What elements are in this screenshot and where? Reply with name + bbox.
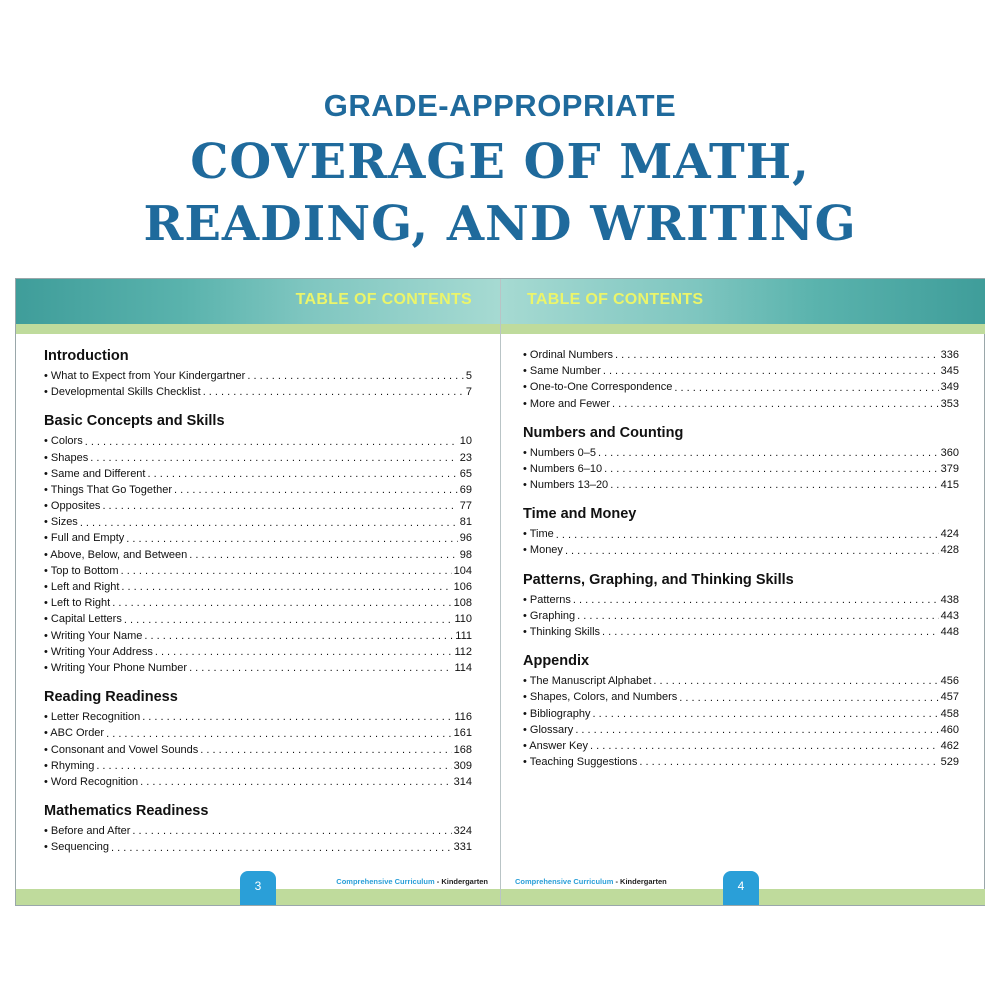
toc-entry-page: 7 [465, 386, 472, 399]
toc-entry-page: 462 [940, 739, 959, 752]
toc-entry [523, 396, 959, 412]
toc-entry-page: 360 [940, 446, 959, 459]
toc-entry-page: 456 [940, 675, 959, 688]
toc-entry [44, 823, 472, 839]
toc-entry [44, 433, 472, 449]
toc-dot-leader [615, 347, 939, 363]
toc-dot-leader [132, 823, 451, 839]
toc-entry-page: 428 [940, 544, 959, 557]
toc-dot-leader [142, 709, 452, 725]
left-page [16, 279, 501, 905]
toc-dot-leader [679, 690, 938, 706]
footer-grade: Kindergarten [441, 877, 488, 886]
right-page-number: 4 [723, 871, 759, 905]
toc-dot-leader [577, 608, 938, 624]
toc-entry [523, 754, 959, 770]
toc-entry-label: • Writing Your Address [44, 645, 153, 658]
toc-dot-leader [147, 466, 457, 482]
toc-entry-page: 5 [465, 369, 472, 382]
toc-entry-page: 415 [940, 479, 959, 492]
toc-entry-page: 336 [940, 348, 959, 361]
toc-section-title: Mathematics Readiness [44, 803, 209, 820]
toc-section [44, 347, 472, 400]
toc-entry-page: 324 [453, 825, 472, 838]
toc-entry-label: • Numbers 13–20 [523, 479, 609, 492]
toc-entry-page: 23 [459, 451, 472, 464]
toc-entry [523, 543, 959, 559]
toc-entry [44, 725, 472, 741]
toc-entry [44, 482, 472, 498]
toc-entry-label: • Rhyming [44, 759, 95, 772]
toc-entry-label: • Same and Different [44, 467, 146, 480]
toc-dot-leader [121, 579, 451, 595]
toc-entry-page: 379 [940, 462, 959, 475]
toc-entry-label: • More and Fewer [523, 397, 610, 410]
toc-dot-leader [590, 738, 939, 754]
toc-dot-leader [111, 840, 452, 856]
toc-entry [44, 466, 472, 482]
toc-dot-leader [573, 592, 939, 608]
toc-section [523, 347, 959, 412]
toc-entry-label: • Opposites [44, 500, 101, 513]
toc-section-title: Patterns, Graphing, and Thinking Skills [523, 571, 794, 588]
toc-dot-leader [124, 612, 453, 628]
toc-entry-page: 106 [453, 581, 472, 594]
toc-entry [523, 722, 959, 738]
toc-entry [523, 738, 959, 754]
toc-entry-label: • Glossary [523, 723, 574, 736]
toc-section-title: Reading Readiness [44, 689, 178, 706]
toc-section [44, 802, 472, 855]
toc-entry-page: 353 [940, 397, 959, 410]
toc-entry-page: 460 [940, 723, 959, 736]
toc-entry-page: 424 [940, 528, 959, 541]
toc-entry [44, 450, 472, 466]
footer-sep: - [434, 877, 442, 886]
toc-dot-leader [565, 543, 939, 559]
toc-entry [44, 531, 472, 547]
toc-entry [44, 839, 472, 855]
toc-dot-leader [203, 384, 464, 400]
toc-entry-label: • Numbers 0–5 [523, 446, 596, 459]
toc-dot-leader [144, 628, 453, 644]
toc-entry-page: 458 [940, 707, 959, 720]
toc-entry-label: • Teaching Suggestions [523, 756, 638, 769]
toc-entry-label: • Patterns [523, 593, 571, 606]
toc-dot-leader [612, 396, 939, 412]
toc-entry-page: 443 [940, 609, 959, 622]
toc-entry-label: • ABC Order [44, 727, 105, 740]
right-toc [523, 347, 959, 782]
toc-entry-label: • Writing Your Name [44, 629, 143, 642]
toc-entry-page: 112 [454, 645, 472, 658]
footer-series: Comprehensive Curriculum [515, 877, 614, 886]
toc-entry-label: • Before and After [44, 825, 131, 838]
left-banner-title: TABLE OF CONTENTS [295, 291, 472, 308]
toc-dot-leader [85, 434, 458, 450]
toc-dot-leader [189, 660, 452, 676]
toc-entry-page: 77 [459, 500, 472, 513]
toc-dot-leader [556, 527, 939, 543]
toc-dot-leader [112, 595, 451, 611]
toc-dot-leader [140, 774, 452, 790]
toc-entry [44, 742, 472, 758]
toc-entry-label: • Numbers 6–10 [523, 462, 603, 475]
toc-entry-label: • Shapes [44, 451, 89, 464]
book-spread [15, 278, 985, 906]
toc-entry-label: • Colors [44, 435, 83, 448]
toc-entry [523, 608, 959, 624]
toc-entry-page: 110 [454, 613, 472, 626]
left-footer-text [336, 877, 488, 886]
toc-dot-leader [575, 722, 938, 738]
toc-entry-label: • Developmental Skills Checklist [44, 386, 201, 399]
toc-section-title: Introduction [44, 348, 129, 364]
right-page [501, 279, 985, 905]
toc-entry [523, 461, 959, 477]
toc-entry-page: 116 [454, 711, 472, 724]
right-footer-text [515, 877, 667, 886]
headline-kicker: GRADE-APPROPRIATE [323, 88, 677, 123]
toc-entry [44, 579, 472, 595]
toc-entry-label: • Word Recognition [44, 775, 139, 788]
toc-entry-label: • Graphing [523, 609, 576, 622]
toc-entry [523, 363, 959, 379]
footer-grade: Kindergarten [620, 877, 667, 886]
toc-entry-page: 81 [459, 516, 472, 529]
toc-entry [44, 498, 472, 514]
toc-entry [44, 563, 472, 579]
toc-entry-label: • One-to-One Correspondence [523, 381, 673, 394]
toc-entry [44, 547, 472, 563]
toc-entry-page: 114 [454, 661, 472, 674]
toc-entry-page: 529 [940, 756, 959, 769]
toc-entry-page: 448 [940, 626, 959, 639]
toc-entry-label: • Capital Letters [44, 613, 122, 626]
toc-dot-leader [189, 547, 457, 563]
toc-dot-leader [121, 563, 452, 579]
left-banner-stripe [16, 324, 500, 334]
toc-entry-page: 111 [455, 629, 472, 642]
toc-entry-label: • Left to Right [44, 597, 111, 610]
toc-dot-leader [200, 742, 451, 758]
toc-entry-page: 331 [453, 841, 472, 854]
left-page-number: 3 [240, 871, 276, 905]
toc-dot-leader [592, 706, 938, 722]
toc-dot-leader [610, 477, 938, 493]
footer-series: Comprehensive Curriculum [336, 877, 435, 886]
toc-dot-leader [106, 726, 452, 742]
toc-dot-leader [90, 450, 458, 466]
toc-entry [523, 379, 959, 395]
toc-section [523, 571, 959, 641]
toc-entry [523, 673, 959, 689]
toc-dot-leader [674, 380, 938, 396]
toc-entry-page: 10 [459, 435, 472, 448]
toc-entry-label: • Sequencing [44, 841, 110, 854]
toc-entry-page: 161 [453, 727, 472, 740]
toc-entry-label: • Shapes, Colors, and Numbers [523, 691, 678, 704]
toc-dot-leader [639, 754, 938, 770]
toc-dot-leader [247, 368, 464, 384]
toc-entry [523, 706, 959, 722]
toc-entry [44, 628, 472, 644]
toc-entry [44, 758, 472, 774]
toc-entry [523, 526, 959, 542]
toc-entry-label: • Full and Empty [44, 532, 125, 545]
headline-line-2: READING, AND WRITING [143, 196, 857, 252]
toc-entry-page: 309 [453, 759, 472, 772]
toc-entry [523, 477, 959, 493]
toc-entry-label: • What to Expect from Your Kindergartner [44, 369, 246, 382]
toc-entry-page: 65 [459, 467, 472, 480]
toc-dot-leader [604, 461, 939, 477]
toc-entry-page: 457 [940, 691, 959, 704]
toc-entry-page: 438 [940, 593, 959, 606]
toc-entry-page: 98 [459, 548, 472, 561]
toc-section [44, 412, 472, 676]
toc-entry-label: • Left and Right [44, 581, 120, 594]
toc-entry-label: • Consonant and Vowel Sounds [44, 743, 199, 756]
toc-entry-page: 108 [453, 597, 472, 610]
toc-dot-leader [602, 624, 939, 640]
toc-entry [44, 514, 472, 530]
toc-section-title: Basic Concepts and Skills [44, 413, 225, 430]
toc-entry [44, 709, 472, 725]
toc-entry-label: • The Manuscript Alphabet [523, 675, 652, 688]
toc-entry-page: 314 [453, 775, 472, 788]
toc-entry-label: • Sizes [44, 516, 78, 529]
toc-entry [523, 445, 959, 461]
toc-entry-label: • Time [523, 528, 554, 541]
footer-sep: - [613, 877, 621, 886]
toc-entry-label: • Thinking Skills [523, 626, 601, 639]
toc-entry [44, 644, 472, 660]
toc-entry-page: 104 [453, 564, 472, 577]
toc-entry-page: 69 [459, 483, 472, 496]
toc-entry [523, 624, 959, 640]
toc-dot-leader [598, 445, 939, 461]
toc-entry-label: • Ordinal Numbers [523, 348, 614, 361]
toc-dot-leader [174, 482, 458, 498]
toc-entry [44, 384, 472, 400]
toc-entry-label: • Top to Bottom [44, 564, 119, 577]
toc-entry-page: 345 [940, 365, 959, 378]
toc-entry-page: 96 [459, 532, 472, 545]
toc-entry-label: • Above, Below, and Between [44, 548, 188, 561]
toc-entry [523, 347, 959, 363]
toc-section-title: Time and Money [523, 506, 637, 523]
toc-section-title: Numbers and Counting [523, 424, 684, 441]
toc-dot-leader [80, 515, 458, 531]
toc-section [523, 505, 959, 558]
toc-dot-leader [96, 758, 451, 774]
toc-section [523, 424, 959, 494]
toc-section-title: Appendix [523, 653, 590, 670]
toc-entry-label: • Things That Go Together [44, 483, 172, 496]
toc-entry-label: • Answer Key [523, 739, 588, 752]
toc-section [523, 652, 959, 770]
toc-entry-label: • Money [523, 544, 563, 557]
toc-dot-leader [155, 644, 453, 660]
toc-dot-leader [102, 498, 457, 514]
toc-section [44, 688, 472, 790]
toc-entry [44, 368, 472, 384]
toc-dot-leader [126, 531, 457, 547]
left-toc [44, 347, 472, 868]
toc-entry [44, 595, 472, 611]
toc-entry [44, 611, 472, 627]
toc-entry-page: 349 [940, 381, 959, 394]
toc-entry-label: • Writing Your Phone Number [44, 661, 188, 674]
toc-entry-page: 168 [453, 743, 472, 756]
toc-dot-leader [603, 363, 939, 379]
toc-entry [523, 689, 959, 705]
toc-entry [44, 774, 472, 790]
toc-entry [523, 592, 959, 608]
toc-entry-label: • Letter Recognition [44, 711, 141, 724]
right-banner-title: TABLE OF CONTENTS [527, 291, 704, 308]
toc-entry-label: • Same Number [523, 365, 601, 378]
toc-entry-label: • Bibliography [523, 707, 591, 720]
headline-line-1: COVERAGE OF MATH, [190, 134, 810, 190]
toc-dot-leader [653, 673, 938, 689]
right-banner-stripe [501, 324, 985, 334]
toc-entry [44, 660, 472, 676]
